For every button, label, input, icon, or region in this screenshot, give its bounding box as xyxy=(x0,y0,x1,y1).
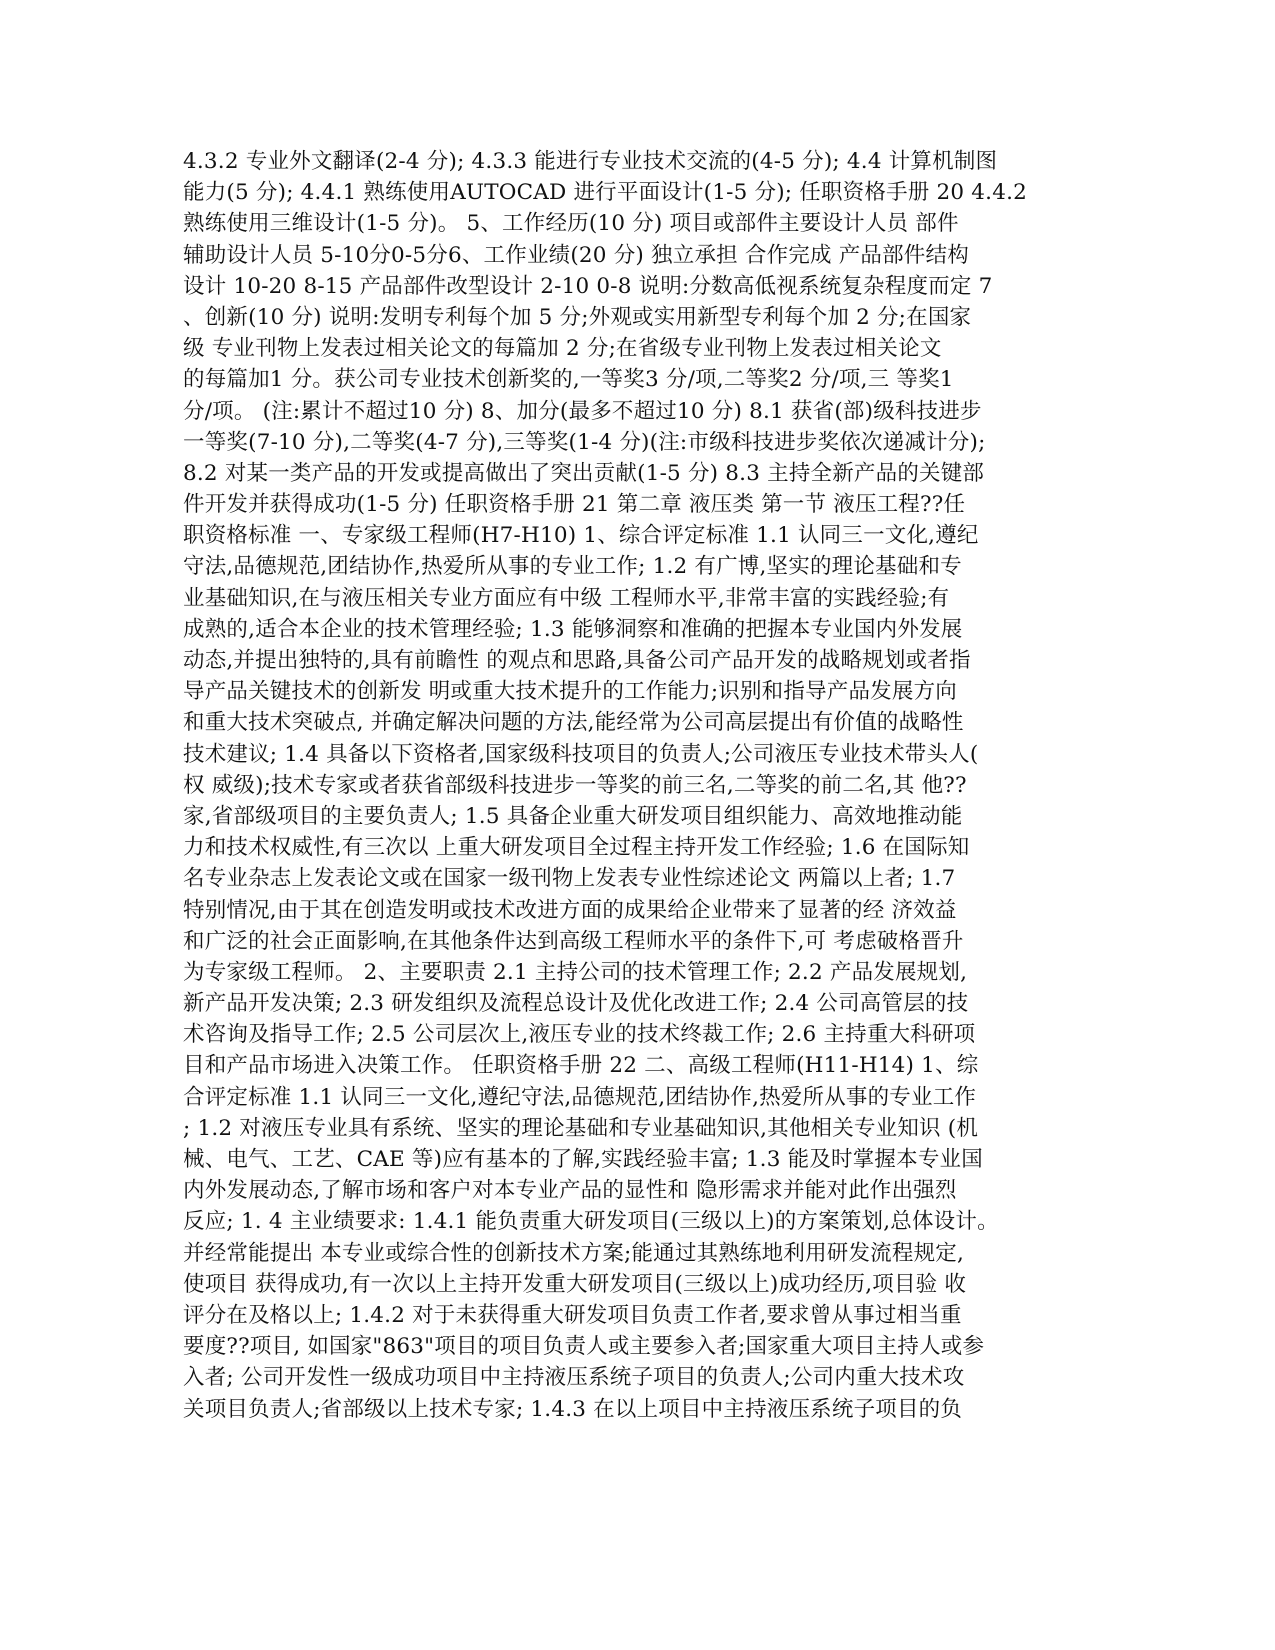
text-line: 目和产品市场进入决策工作。 任职资格手册 22 二、高级工程师(H11-H14) 1、综 xyxy=(183,1053,979,1079)
text-line: 使项目 获得成功,有一次以上主持开发重大研发项目(三级以上)成功经历,项目验 收 xyxy=(183,1271,967,1297)
text-line: 熟练使用三维设计(1-5 分)。 5、工作经历(10 分) 项目或部件主要设计人员 部件 xyxy=(183,211,959,237)
text-line: 合评定标准 1.1 认同三一文化,遵纪守法,品德规范,团结协作,热爱所从事的专业工作 xyxy=(183,1084,977,1110)
text-line: 件开发并获得成功(1-5 分) 任职资格手册 21 第二章 液压类 第一节 液压工程??任 xyxy=(183,492,966,518)
text-line: 业基础知识,在与液压相关专业方面应有中级 工程师水平,非常丰富的实践经验;有 xyxy=(183,585,950,611)
text-line: 家,省部级项目的主要负责人; 1.5 具备企业重大研发项目组织能力、高效地推动能 xyxy=(183,803,963,829)
text-line: 新产品开发决策; 2.3 研发组织及流程总设计及优化改进工作; 2.4 公司高管层的技 xyxy=(183,991,969,1017)
text-line: 为专家级工程师。 2、主要职责 2.1 主持公司的技术管理工作; 2.2 产品发展规划, xyxy=(183,959,968,985)
text-line: 和重大技术突破点, 并确定解决问题的方法,能经常为公司高层提出有价值的战略性 xyxy=(183,710,964,736)
text-line: ; 1.2 对液压专业具有系统、坚实的理论基础和专业基础知识,其他相关专业知识 (机 xyxy=(183,1115,979,1141)
text-line: 一等奖(7-10 分),二等奖(4-7 分),三等奖(1-4 分)(注:市级科技进步奖依次递减计分); xyxy=(183,429,986,455)
text-line: 械、电气、工艺、CAE 等)应有基本的了解,实践经验丰富; 1.3 能及时掌握本专业国 xyxy=(183,1147,983,1172)
text-line: 职资格标准 一、专家级工程师(H7-H10) 1、综合评定标准 1.1 认同三一文化,遵纪 xyxy=(183,523,979,549)
text-line: 设计 10-20 8-15 产品部件改型设计 2-10 0-8 说明:分数高低视系统复杂程度而定 7 xyxy=(183,273,993,299)
text-line: 辅助设计人员 5-10分0-5分6、工作业绩(20 分) 独立承担 合作完成 产品部件结构 xyxy=(183,242,969,268)
text-line: 特别情况,由于其在创造发明或技术改进方面的成果给企业带来了显著的经 济效益 xyxy=(183,897,957,923)
text-line: 导产品关键技术的创新发 明或重大技术提升的工作能力;识别和指导产品发展方向 xyxy=(183,679,957,705)
text-line: 术咨询及指导工作; 2.5 公司层次上,液压专业的技术终裁工作; 2.6 主持重大科研项 xyxy=(183,1022,976,1048)
text-line: 关项目负责人;省部级以上技术专家; 1.4.3 在以上项目中主持液压系统子项目的负 xyxy=(183,1396,963,1422)
text-line: 8.2 对某一类产品的开发或提高做出了突出贡献(1-5 分) 8.3 主持全新产品的关键部 xyxy=(183,460,985,486)
text-line: 名专业杂志上发表论文或在国家一级刊物上发表专业性综述论文 两篇以上者; 1.7 xyxy=(183,866,956,892)
text-line: 入者; 公司开发性一级成功项目中主持液压系统子项目的负责人;公司内重大技术攻 xyxy=(183,1365,965,1391)
text-line: 要度??项目, 如国家"863"项目的项目负责人或主要参入者;国家重大项目主持人或参 xyxy=(183,1334,985,1360)
text-line: 能力(5 分); 4.4.1 熟练使用AUTOCAD 进行平面设计(1-5 分); 任职资格手册 20 4.4.2 xyxy=(183,180,1028,206)
text-line: 守法,品德规范,团结协作,热爱所从事的专业工作; 1.2 有广博,坚实的理论基础和专 xyxy=(183,554,962,580)
text-line: 和广泛的社会正面影响,在其他条件达到高级工程师水平的条件下,可 考虑破格晋升 xyxy=(183,928,964,954)
text-line: 级 专业刊物上发表过相关论文的每篇加 2 分;在省级专业刊物上发表过相关论文 xyxy=(183,336,942,362)
text-line: 、创新(10 分) 说明:发明专利每个加 5 分;外观或实用新型专利每个加 2 分;在国家 xyxy=(183,304,972,330)
text-line: 的每篇加1 分。获公司专业技术创新奖的,一等奖3 分/项,二等奖2 分/项,三 等奖1 xyxy=(183,367,954,393)
text-line: 分/项。 (注:累计不超过10 分) 8、加分(最多不超过10 分) 8.1 获省(部)级科技进步 xyxy=(183,398,982,424)
text-line: 并经常能提出 本专业或综合性的创新技术方案;能通过其熟练地利用研发流程规定, xyxy=(183,1240,965,1266)
text-line: 力和技术权威性,有三次以 上重大研发项目全过程主持开发工作经验; 1.6 在国际知 xyxy=(183,835,970,861)
text-line: 技术建议; 1.4 具备以下资格者,国家级科技项目的负责人;公司液压专业技术带头人( xyxy=(183,741,979,767)
text-line: 4.3.2 专业外文翻译(2-4 分); 4.3.3 能进行专业技术交流的(4-5 分); 4.4 计算机制图 xyxy=(183,149,998,174)
text-line: 内外发展动态,了解市场和客户对本专业产品的显性和 隐形需求并能对此作出强烈 xyxy=(183,1178,957,1204)
text-line: 评分在及格以上; 1.4.2 对于未获得重大研发项目负责工作者,要求曾从事过相当重 xyxy=(183,1302,962,1328)
body-text xyxy=(183,146,1063,1425)
text-line: 成熟的,适合本企业的技术管理经验; 1.3 能够洞察和准确的把握本专业国内外发展 xyxy=(183,616,963,642)
text-line: 权 威级);技术专家或者获省部级科技进步一等奖的前三名,二等奖的前二名,其 他?? xyxy=(183,772,967,798)
text-line: 反应; 1. 4 主业绩要求: 1.4.1 能负责重大研发项目(三级以上)的方案策划,总体设计。 xyxy=(183,1209,999,1235)
text-line: 动态,并提出独特的,具有前瞻性 的观点和思路,具备公司产品开发的战略规划或者指 xyxy=(183,648,971,673)
